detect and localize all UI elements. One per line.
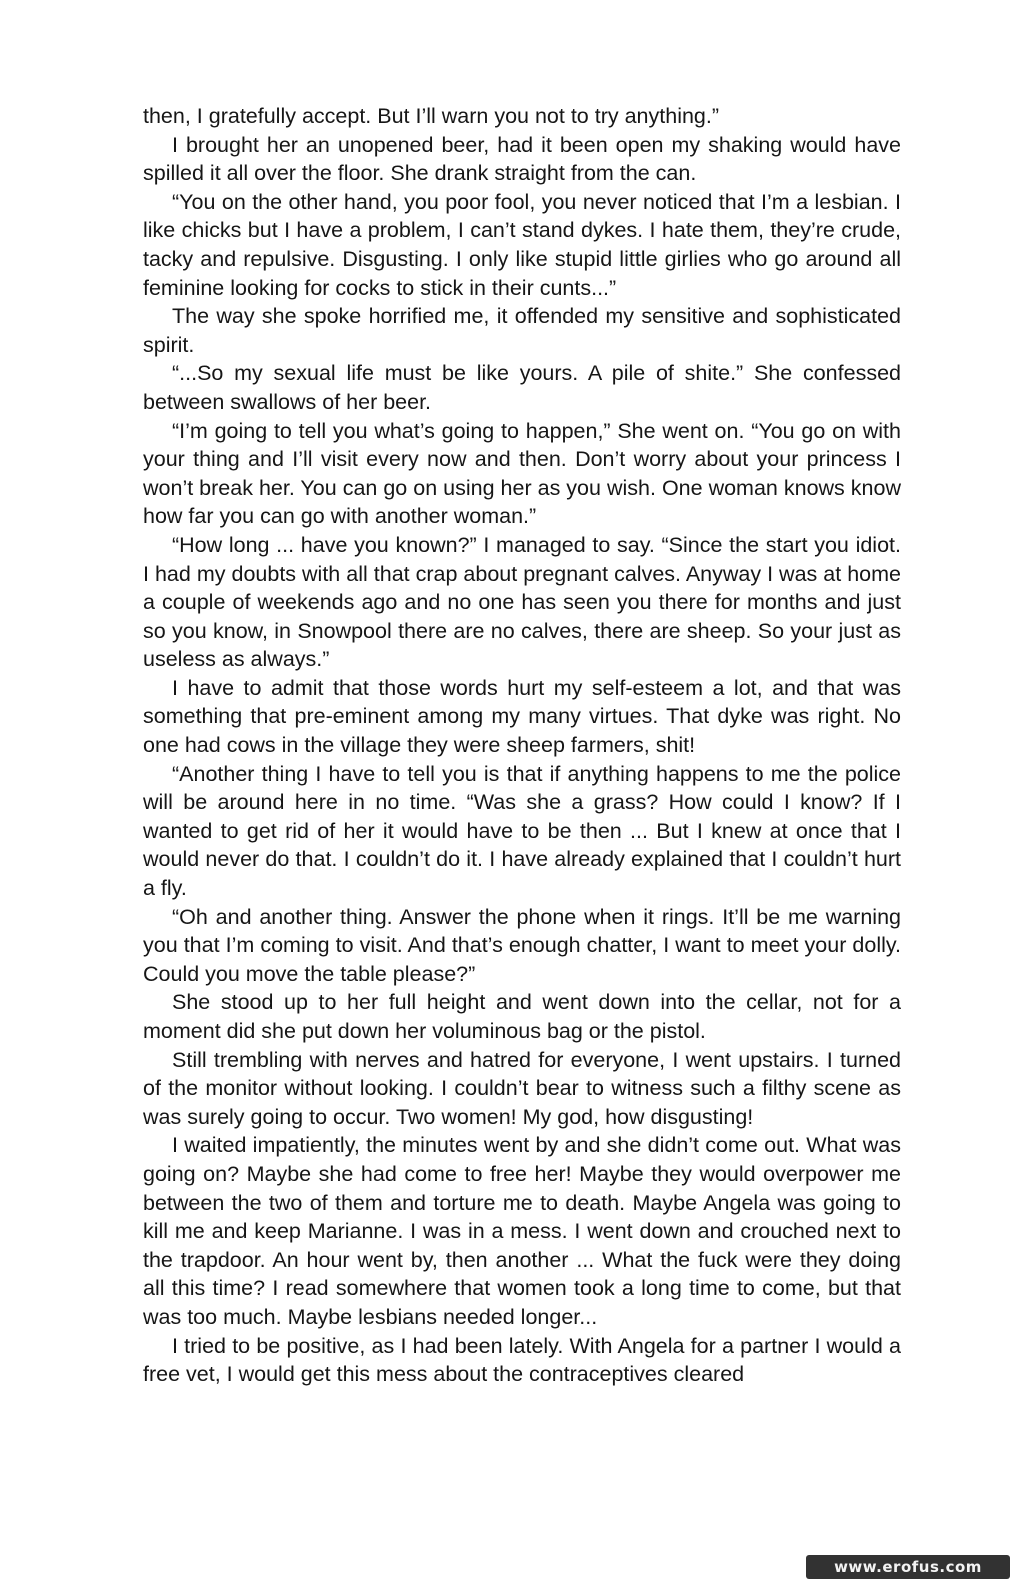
paragraph: I brought her an unopened beer, had it been open my shaking would have spilled it all over the floor. She drank straight from the can. <box>143 132 901 186</box>
paragraph: “...So my sexual life must be like yours. A pile of shite.” She confessed between swallows of her beer. <box>143 361 901 414</box>
paragraph: The way she spoke horrified me, it offended my sensitive and sophisticated spirit. <box>143 304 901 357</box>
book-page-text <box>143 102 901 1389</box>
paragraph: “Oh and another thing. Answer the phone when it rings. It’ll be me warning you that I’m coming to visit. And that’s enough chatter, I want to meet your dolly. Could you move the table please?” <box>143 904 901 986</box>
paragraph: “How long ... have you known?” I managed to say. “Since the start you idiot. I had my doubts with all that crap about pregnant calves. Anyway I was at home a couple of weekends ago and no one has seen you there for months and just so you know, in Snowpool there are no calves, there are sheep. So your just as useless as always.” <box>143 532 901 672</box>
paragraph: “I’m going to tell you what’s going to happen,” She went on. “You go on with your thing and I’ll visit every now and then. Don’t worry about your princess I won’t break her. You can go on using her as you wish. One woman knows know how far you can go with another woman.” <box>143 418 901 529</box>
paragraph: “You on the other hand, you poor fool, you never noticed that I’m a lesbian. I like chicks but I have a problem, I can’t stand dykes. I hate them, they’re crude, tacky and repulsive. Disgusting. I only like stupid little girlies who go around all feminine looking for cocks to stick in their cunts...” <box>143 189 901 300</box>
paragraph: then, I gratefully accept. But I’ll warn you not to try anything.” <box>143 104 720 128</box>
site-watermark: www.erofus.com <box>806 1555 1010 1579</box>
paragraph: I tried to be positive, as I had been lately. With Angela for a partner I would a free vet, I would get this mess about the contraceptives cleared <box>143 1333 901 1387</box>
paragraph: I have to admit that those words hurt my self-esteem a lot, and that was something that pre-eminent among my many virtues. That dyke was right. No one had cows in the village they were sheep farmers, shit! <box>143 675 901 758</box>
paragraph: “Another thing I have to tell you is that if anything happens to me the police will be around here in no time. “Was she a grass? How could I know? If I wanted to get rid of her it would have to be then ... But I knew at once that I would never do that. I couldn’t do it. I have already explained that I couldn’t hurt a fly. <box>143 761 901 901</box>
paragraph: I waited impatiently, the minutes went by and she didn’t come out. What was going on? Maybe she had come to free her! Maybe they would overpower me between the two of them and torture me to death. Maybe Angela was going to kill me and keep Marianne. I was in a mess. I went down and crouched next to the trapdoor. An hour went by, then another ... What the fuck were they doing all this time? I read somewhere that women took a long time to come, but that was too much. Maybe lesbians needed longer... <box>143 1133 901 1329</box>
paragraph: She stood up to her full height and went down into the cellar, not for a moment did she put down her voluminous bag or the pistol. <box>143 990 901 1043</box>
paragraph: Still trembling with nerves and hatred for everyone, I went upstairs. I turned of the monitor without looking. I couldn’t bear to witness such a filthy scene as was surely going to occur. Two women! My god, how disgusting! <box>143 1047 901 1129</box>
